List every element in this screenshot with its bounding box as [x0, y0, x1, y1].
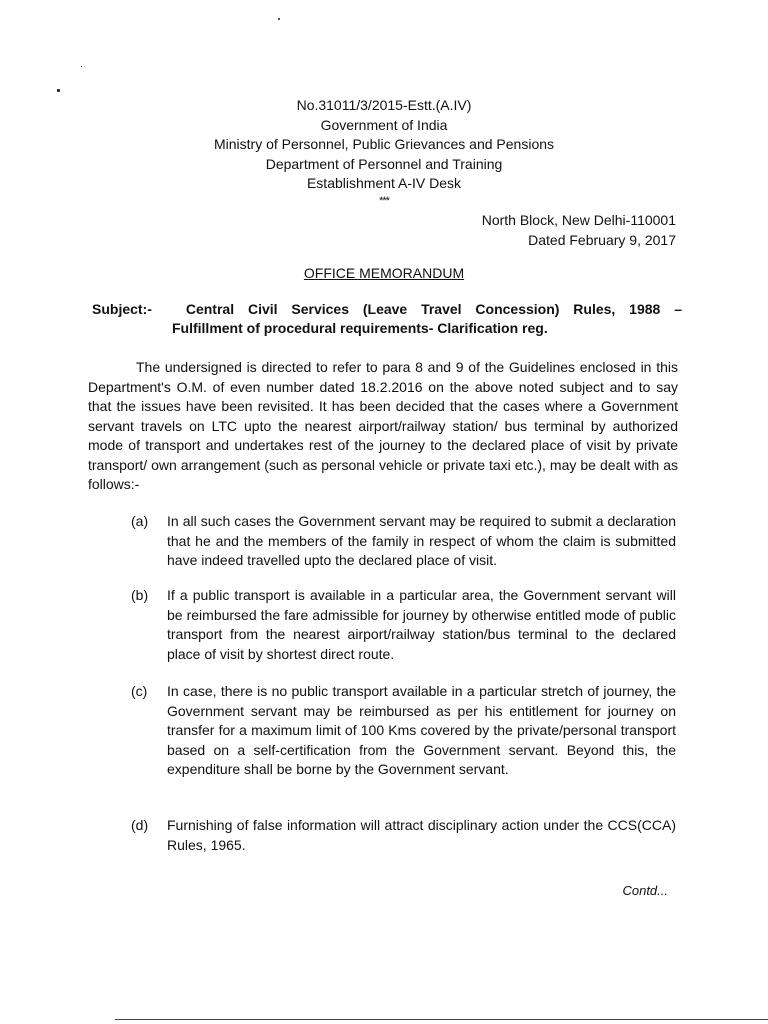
scan-speck — [278, 18, 280, 20]
subject-label: Subject:- — [92, 301, 152, 317]
bottom-rule — [115, 1019, 768, 1020]
list-item — [131, 816, 676, 855]
address-line: North Block, New Delhi-110001 — [481, 212, 676, 228]
government-line: Government of India — [320, 116, 448, 133]
list-item — [131, 682, 676, 780]
subject-word: Services — [291, 301, 349, 317]
item-text: In all such cases the Government servant may be required to submit a declaration that he and the members of the family in respect of whom the claim is submitted have indeed travelled upto the declared place of visit. — [167, 513, 676, 568]
memo-title: OFFICE MEMORANDUM — [303, 265, 465, 281]
list-item — [131, 586, 676, 664]
item-text: Furnishing of false information will attract disciplinary action under the CCS(CCA) Rules, 1965. — [167, 817, 676, 853]
item-marker: (b) — [131, 587, 149, 603]
date-line: Dated February 9, 2017 — [528, 231, 676, 248]
desk-line: Establishment A-IV Desk — [306, 175, 462, 191]
item-marker: (a) — [131, 513, 149, 529]
subject-word: – — [674, 301, 682, 317]
ministry-line: Ministry of Personnel, Public Grievances and Pensions — [213, 136, 555, 152]
subject-word: Rules, — [573, 301, 616, 317]
subject-block — [92, 300, 682, 338]
continued-note: Contd... — [622, 883, 668, 898]
subject-word: (Leave — [362, 301, 408, 317]
item-marker: (d) — [131, 817, 149, 833]
place-and-date — [482, 211, 676, 250]
list-item — [131, 512, 676, 571]
subject-line-2: Fulfillment of procedural requirements- Clarification reg. — [172, 320, 548, 336]
subject-word: Travel — [421, 301, 462, 317]
separator-stars: *** — [379, 194, 389, 207]
subject-word: Concession) — [475, 301, 560, 317]
subject-word: Central — [185, 301, 235, 317]
letterhead — [0, 96, 768, 207]
item-marker: (c) — [131, 683, 148, 699]
item-text: In case, there is no public transport available in a particular stretch of journey, the Government servant may be reimbursed as per his entitlement for journey on transfer for a maximum limit of 100 Kms covered by the private/personal transport based on a self-certification from the Government servant. Beyond this, the expenditure shall be borne by the Government servant. — [167, 683, 676, 777]
reference-number: No.31011/3/2015-Estt.(A.IV) — [296, 97, 472, 113]
department-line: Department of Personnel and Training — [265, 155, 503, 172]
scan-speck — [81, 66, 82, 67]
subject-line-1 — [92, 300, 682, 319]
item-text: If a public transport is available in a particular area, the Government servant will be reimbursed the fare admissible for journey by otherwise entitled mode of public transport from the nearest airport/railway station/bus terminal to the declared place of visit by shortest direct route. — [167, 587, 676, 662]
scan-speck — [57, 89, 60, 92]
subject-word: 1988 — [629, 301, 661, 317]
body-paragraph: The undersigned is directed to refer to para 8 and 9 of the Guidelines enclosed in this Department's O.M. of even number dated 18.2.2016 on the above noted subject and to say that the issues have been revisited. It has been decided that the cases where a Government servant travels on LTC upto the nearest airport/railway station/ bus terminal by authorized mode of transport and undertakes rest of the journey to the declared place of visit by private transport/ own arrangement (such as personal vehicle or private taxi etc.), may be dealt with as follows:- — [88, 359, 678, 492]
subject-word: Civil — [247, 301, 278, 317]
